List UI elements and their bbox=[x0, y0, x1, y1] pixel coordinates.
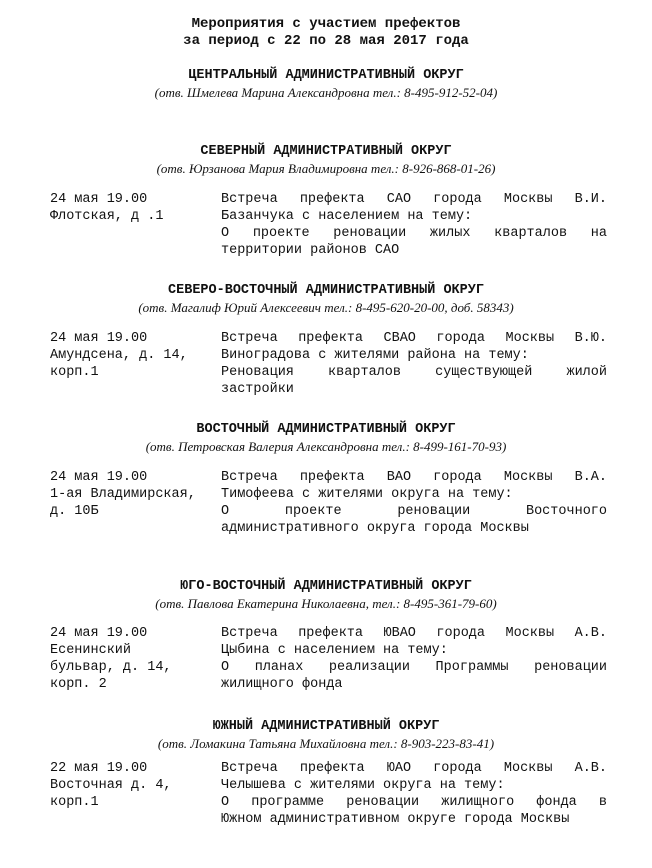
event-place: д. 10Б bbox=[50, 504, 99, 519]
event-description bbox=[221, 191, 607, 259]
section-south bbox=[0, 718, 652, 752]
event-description-line: Цыбина с населением на тему: bbox=[221, 643, 448, 658]
event-description bbox=[221, 330, 607, 398]
event-place: корп. 2 bbox=[50, 677, 107, 692]
event-when-where bbox=[50, 625, 215, 693]
event-place: 1-ая Владимирская, bbox=[50, 487, 196, 502]
event-description-line: Встреча префекта ЮАО города Москвы А.В. bbox=[221, 761, 607, 776]
event-description-line: Тимофеева с жителями округа на тему: bbox=[221, 487, 513, 502]
section-east bbox=[0, 421, 652, 455]
event-description-line: Виноградова с жителями района на тему: bbox=[221, 348, 529, 363]
event-description-line: О проекте реновации Восточного bbox=[221, 504, 607, 519]
section-title: ЮЖНЫЙ АДМИНИСТРАТИВНЫЙ ОКРУГ bbox=[212, 719, 440, 734]
section-responsible: (отв. Юрзанова Мария Владимировна тел.: 8-926-868-01-26) bbox=[156, 161, 496, 176]
event-datetime: 24 мая 19.00 bbox=[50, 192, 148, 207]
section-title: ЦЕНТРАЛЬНЫЙ АДМИНИСТРАТИВНЫЙ ОКРУГ bbox=[188, 68, 464, 83]
document-title bbox=[0, 16, 652, 50]
section-north-east bbox=[0, 282, 652, 316]
section-responsible: (отв. Петровская Валерия Александровна тел.: 8-499-161-70-93) bbox=[145, 439, 507, 454]
event-datetime: 22 мая 19.00 bbox=[50, 761, 148, 776]
event-description-line: О программе реновации жилищного фонда в bbox=[221, 795, 607, 810]
event-datetime: 24 мая 19.00 bbox=[50, 331, 148, 346]
event-description-line: Челышева с жителями округа на тему: bbox=[221, 778, 505, 793]
section-responsible: (отв. Павлова Екатерина Николаевна, тел.: 8-495-361-79-60) bbox=[155, 596, 497, 611]
event-description-line: Встреча префекта СВАО города Москвы В.Ю. bbox=[221, 331, 607, 346]
document-title-line1: Мероприятия с участием префектов bbox=[191, 16, 461, 32]
event-description-line: Встреча префекта ЮВАО города Москвы А.В. bbox=[221, 626, 607, 641]
event-description bbox=[221, 625, 607, 693]
section-responsible: (отв. Ломакина Татьяна Михайловна тел.: 8-903-223-83-41) bbox=[157, 736, 495, 751]
event-description-line: О проекте реновации жилых кварталов на bbox=[221, 226, 607, 241]
section-north bbox=[0, 143, 652, 177]
event-description-line: Встреча префекта ВАО города Москвы В.А. bbox=[221, 470, 607, 485]
event-description-line: Встреча префекта САО города Москвы В.И. bbox=[221, 192, 607, 207]
event-description-line: Реновация кварталов существующей жилой bbox=[221, 365, 607, 380]
event-place: Амундсена, д. 14, bbox=[50, 348, 188, 363]
event-description-line: территории районов САО bbox=[221, 243, 400, 258]
event-description bbox=[221, 760, 607, 828]
section-central bbox=[0, 67, 652, 101]
event-place: бульвар, д. 14, bbox=[50, 660, 172, 675]
event-description-line: административного округа города Москвы bbox=[221, 521, 529, 536]
section-responsible: (отв. Шмелева Марина Александровна тел.: 8-495-912-52-04) bbox=[154, 85, 498, 100]
event-description-line: застройки bbox=[221, 382, 294, 397]
event-description-line: Базанчука с населением на тему: bbox=[221, 209, 473, 224]
event-datetime: 24 мая 19.00 bbox=[50, 626, 148, 641]
event-datetime: 24 мая 19.00 bbox=[50, 470, 148, 485]
event-place: Есенинский bbox=[50, 643, 132, 658]
event-description-line: О планах реализации Программы реновации bbox=[221, 660, 607, 675]
event-place: корп.1 bbox=[50, 795, 99, 810]
section-title: ВОСТОЧНЫЙ АДМИНИСТРАТИВНЫЙ ОКРУГ bbox=[196, 422, 456, 437]
event-place: Восточная д. 4, bbox=[50, 778, 172, 793]
event-when-where bbox=[50, 191, 215, 225]
event-description-line: жилищного фонда bbox=[221, 677, 343, 692]
section-responsible: (отв. Магалиф Юрий Алексеевич тел.: 8-495-620-20-00, доб. 58343) bbox=[138, 300, 514, 315]
event-when-where bbox=[50, 760, 215, 811]
document-title-line2: за период с 22 по 28 мая 2017 года bbox=[183, 33, 469, 49]
section-south-east bbox=[0, 578, 652, 612]
event-place: корп.1 bbox=[50, 365, 99, 380]
event-when-where bbox=[50, 330, 215, 381]
event-place: Флотская, д .1 bbox=[50, 209, 164, 224]
event-description-line: Южном административном округе города Москвы bbox=[221, 812, 570, 827]
section-title: СЕВЕРНЫЙ АДМИНИСТРАТИВНЫЙ ОКРУГ bbox=[200, 144, 452, 159]
section-title: СЕВЕРО-ВОСТОЧНЫЙ АДМИНИСТРАТИВНЫЙ ОКРУГ bbox=[168, 283, 484, 298]
event-description bbox=[221, 469, 607, 537]
event-when-where bbox=[50, 469, 215, 520]
section-title: ЮГО-ВОСТОЧНЫЙ АДМИНИСТРАТИВНЫЙ ОКРУГ bbox=[180, 579, 472, 594]
